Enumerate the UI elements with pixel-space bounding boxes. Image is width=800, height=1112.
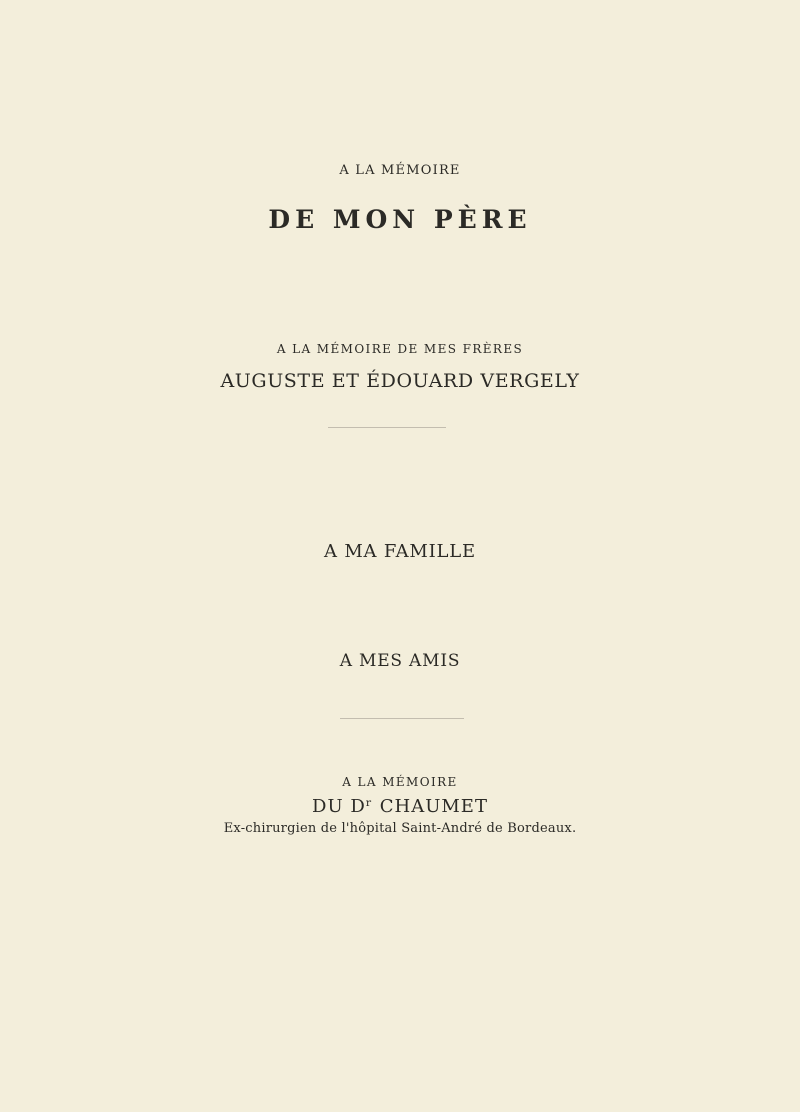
- divider-rule-lower: [340, 718, 464, 719]
- dedication-brothers-names: AUGUSTE ET ÉDOUARD VERGELY: [220, 370, 580, 392]
- dedication-doctor-title: Ex-chirurgien de l'hôpital Saint-André de Bordeaux.: [223, 821, 577, 836]
- divider-rule-upper: [328, 427, 446, 428]
- dedication-doctor-name: DU Dʳ CHAUMET: [312, 796, 488, 817]
- dedication-father: DE MON PÈRE: [268, 205, 532, 234]
- dedication-family: A MA FAMILLE: [324, 541, 476, 562]
- dedication-memory-brothers: A LA MÉMOIRE DE MES FRÈRES: [276, 342, 524, 356]
- dedication-memory-heading-2: A LA MÉMOIRE: [342, 775, 458, 789]
- dedication-memory-heading-1: A LA MÉMOIRE: [339, 163, 461, 178]
- dedication-friends: A MES AMIS: [339, 651, 461, 671]
